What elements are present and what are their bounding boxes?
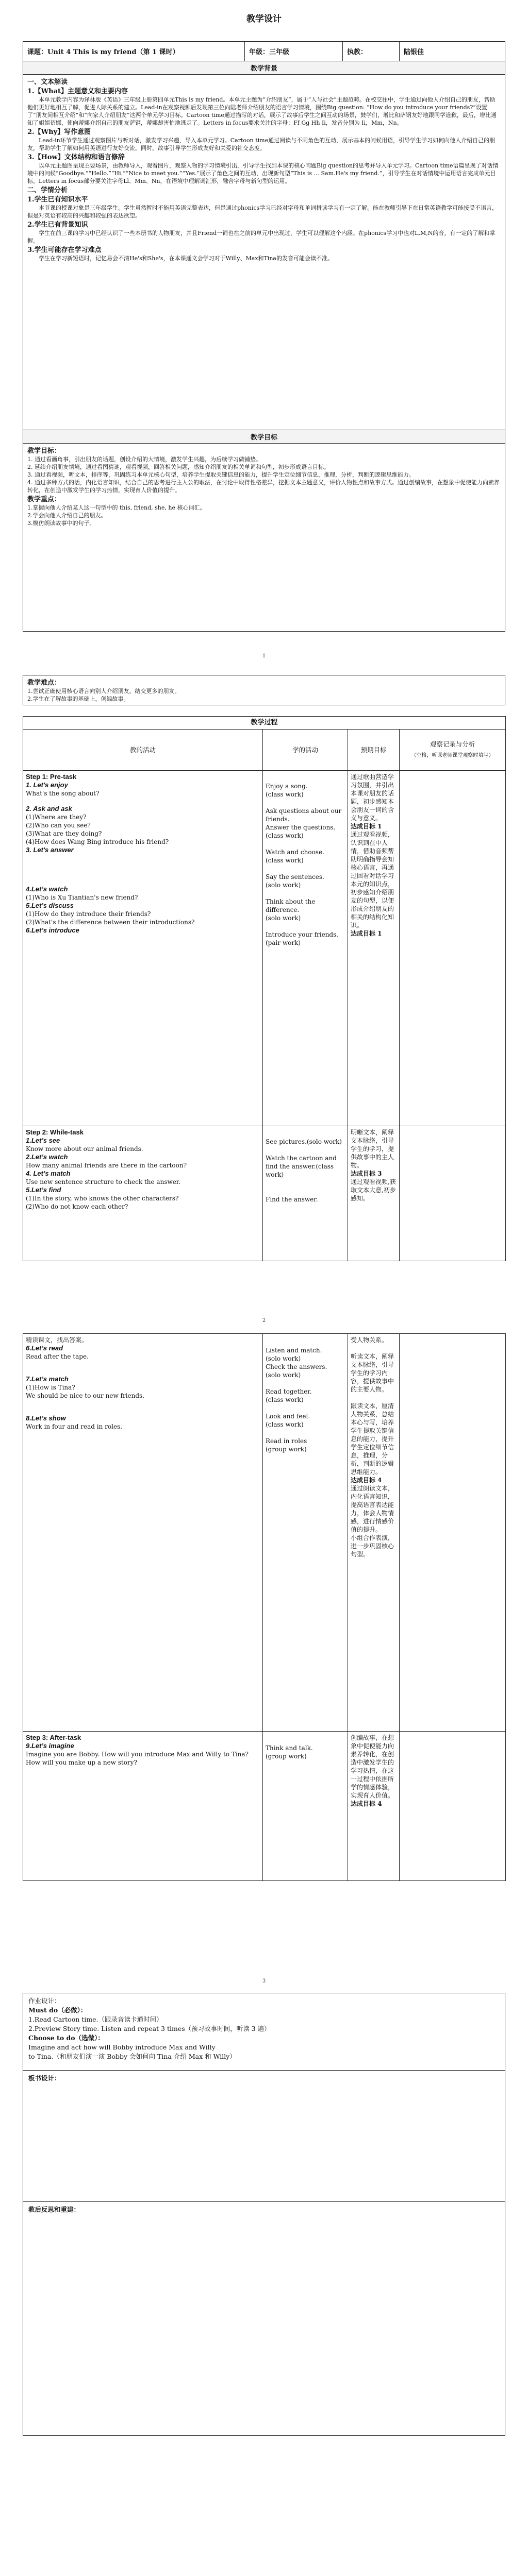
step2-observation: [400, 1126, 506, 1261]
s1-ask-q3: (3)What are they doing?: [26, 830, 102, 837]
step2-teacher: [23, 1126, 263, 1261]
s1-introduce-title: 6.Let’s introduce: [26, 926, 79, 934]
what-heading: 1.【What】主题意义和主要内容: [27, 88, 128, 95]
page1-table: [23, 41, 505, 632]
focus-3: 3.模仿朗读故事中的句子。: [27, 520, 95, 527]
band-process: 教学过程: [23, 717, 506, 730]
process-table: [23, 716, 506, 1261]
s2-effect-text-2: 通过观看视频,获取文本大意,初步感知。: [351, 1178, 396, 1202]
s2-find-q1: (1)In the story, who knows the other characters?: [26, 1195, 179, 1202]
step2-title: Step 2: While-task: [26, 1128, 84, 1136]
difficulty-2: 2.学生在了解故事的基础上，创编故事。: [27, 696, 129, 702]
page4-table: [23, 1993, 505, 2436]
process-table-1: [23, 716, 505, 1261]
s1-discuss-title: 5.Let’s discuss: [26, 902, 74, 909]
step1-observation: [400, 771, 506, 1126]
s2-find-title: 5.Let’s find: [26, 1186, 61, 1194]
focus-title: 教学重点：: [27, 496, 61, 503]
step2-student: See pictures.(solo work) Watch the cartoon and find the answer.(class work) Find the answer.: [263, 1126, 348, 1261]
s2-find-q2: (2)Who do not know each other?: [26, 1203, 128, 1210]
reflection-title: 教后反思和重建：: [28, 2206, 80, 2213]
what-text: 本单元教学内容为译林版《英语》三年级上册第四单元This is my friend。本单元主题为“介绍朋友”，属于“人与社会”主题范畴。在校交往中，学生通过向他人介绍自己的朋友，帮助他们更好地相互了解，促进人际关系的建立。Lead-in在观察视频后发现第三位向陆老师介绍朋友的语言学习情境，围绕Big question: “How do you introduce your friends?”设置了“朋友间相互介绍”和“向家人介绍朋友”这两个单元学习目标。Cartoon time通过描写的对话，展示了故事后学生之间互动的场景，鼓学们，增比和萨钢友好地跟同学道歉，最后，增比通知了姐姐蓓娜，使向蒂娜介绍自己的朋友萨钢，蒂娜却害怕地逃走了。Letters in focus要求关注的字母：Ff Gg Hh Ii，发音分别为 Ii，Mm，Nn。: [27, 96, 497, 126]
s3-match-q2: We should be nice to our new friends.: [26, 1392, 145, 1399]
s2-match-text: Use new sentence structure to check the answer.: [26, 1178, 181, 1185]
goal-4: 4. 通过多种方式的活，内化语言知识，结合自己的思考进行主人公的取法，在讨论中取得性格差异，挖掘文本主题意义，评价人物性点和故事方式。通过创编故事，在想象中促使能力向素养转化，在创造中激发学生的学习热情，实现育人价值的提升。: [27, 479, 500, 494]
document-title: 教学设计: [246, 14, 282, 24]
s3-effect-text-3: 创编故事，在想象中促使能力向素养转化，在创造中激发学生的学习热情，在这一过程中依据所学的情感体验，实现育人价值。: [351, 1734, 394, 1799]
s1-answer-title: 3. Let's answer: [26, 846, 74, 854]
text-analysis-title: 一、文本解读: [27, 78, 68, 86]
s1-discuss-q2: (2)What's the difference between their introductions?: [26, 919, 195, 926]
topic-label: 课题：: [27, 48, 48, 56]
s1-effect-text: 通过歌曲营造学习氛围，并引出本课对朋友的话题，初步感知本会朋友一词的含义与意义。: [351, 773, 394, 822]
why-heading: 2.【Why】写作意图: [27, 128, 91, 136]
teacher-name: 陆银佳: [404, 48, 424, 56]
difficulty-1: 1.尝试正确使用核心语言向别人介绍朋友，结交更多的朋友。: [27, 688, 180, 694]
s2-see-text: Know more about our animal friends.: [26, 1145, 143, 1153]
header-row: [23, 42, 505, 61]
step1-teacher: [23, 771, 263, 1126]
step1-title: Step 1: Pre-task: [26, 773, 77, 781]
step3-observation: [400, 1732, 506, 1881]
student-t2: 学生在前三课的学习中已经认识了一些本册书的人物朋友，并且Friend一词也在之前的单元中出现过，学生可以理解这个内涵。在phonics学习中也对L,M,N的音，有一定的了解和掌握。: [27, 230, 496, 244]
s1-discuss-q1: (1)How do they introduce their friends?: [26, 910, 151, 918]
s3-imagine-title: 9.Let’s imagine: [26, 1742, 74, 1750]
page-number-1: 1: [262, 653, 266, 659]
s2-effect-text: 明晰文本，阐释文本脉络，引导学生的学习，提供故事中的主人物。: [351, 1129, 394, 1169]
s1-watch-text: (1)Who is Xu Tiantian's new friend?: [26, 894, 138, 901]
s3-read-text: Read after the tape.: [26, 1353, 89, 1360]
s2-target: 达成目标 3: [351, 1170, 382, 1177]
step2b-teacher: [23, 1334, 263, 1732]
s2-watch-text: How many animal friends are there in the cartoon?: [26, 1162, 187, 1169]
hw-choose-1: Imagine and act how will Bobby introduce Max and Willy: [28, 2043, 216, 2051]
col-observation: [400, 730, 506, 771]
s3-imagine-text-2: How will you make up a new story?: [26, 1759, 137, 1766]
s3-effect-text: 受人物关系。 听读文本，阐释文本脉络，引导学生的学习内容，提供故事中的主要人物。 跟读文本，厘清人物关系，总结本心与写，培养学生提取关键信息的能力，提升学生定位细节信息，推理，分析，判断的逻辑思维能力。: [351, 1336, 394, 1476]
hw-must-1: 1.Read Cartoon time.（跟录音读卡通时间）: [28, 2015, 163, 2023]
step1-effect: [348, 771, 400, 1126]
step2b-observation: [400, 1334, 506, 1732]
student-t3: 学生在学习新短语时，记忆易会不清He's和She's，在本课通文会学习对于Willy、Max和Tina的发音可能会读不准。: [39, 255, 333, 262]
reflection-section: [23, 2202, 505, 2435]
focus-1: 1.掌握向他人介绍某人这一句型中的 this, friend, she, he 核心词汇。: [27, 504, 206, 511]
difficulty-section: [23, 675, 505, 705]
step1-student: Enjoy a song. (class work) Ask questions about our friends. Answer the questions. (class work) Watch and choose. (class work) Say the sentences. (solo work) Think about the difference. (solo work) Introduce your friends. (pair work): [263, 771, 348, 1126]
step3-title: Step 3: After-task: [26, 1734, 81, 1741]
process-table-2: [23, 1333, 505, 1881]
s3-read-title: 6.Let’s read: [26, 1344, 63, 1352]
student-h1: 1.学生已有知识水平: [27, 196, 88, 204]
step2-effect: [348, 1126, 400, 1261]
s1-enjoy-text: What's the song about?: [26, 790, 100, 797]
s3-show-text: Work in four and read in roles.: [26, 1423, 123, 1430]
homework-section: [23, 1993, 505, 2071]
how-text: 以单元主题图呈现主要场景，由教师导入，观看图片，观察人物的学习情境引出，引导学生找到本课的核心问题Big question的思考并导入单元学习。Cartoon time语篇呈现了对话情境中的问候“Goodbye.”“Hello.”“Hi.”“Nice to meet you.”“Yes.”展示了角色之间的互动，出现新句型“This is ... Sam.He's my friend.”，引导学生在对话情境中运用语言完成单元目标。Letters in focus部分要关注字母Ll、Mm、Nn，在语境中理解词汇形，融合字母与新句型的运用。: [27, 162, 499, 184]
difficulty-box: [23, 675, 505, 705]
teacher-label: 执教：: [343, 42, 400, 61]
hw-title: 作业设计：: [28, 1997, 61, 2005]
s1-enjoy-title: 1. Let's enjoy: [26, 781, 68, 789]
grade-cell: 年级：三年级: [245, 42, 343, 61]
hw-choose: Choose to do（选做）：: [28, 2034, 104, 2042]
student-h2: 2.学生已有背景知识: [27, 221, 88, 229]
goals-title: 教学目标：: [27, 447, 61, 455]
s3-match-title: 7.Let’s match: [26, 1375, 69, 1383]
s1-ask-q2: (2)Who can you see?: [26, 822, 91, 829]
band-goals: 教学目标: [23, 430, 505, 444]
goal-1: 1. 通过看画角事，引出朋友的话题，创设介绍的大情境，激发学生兴趣，为后续学习做铺垫。: [27, 456, 261, 463]
s2-see-title: 1.Let’s see: [26, 1137, 60, 1144]
col-teacher: 教的活动: [23, 730, 263, 771]
s3-target-2: 达成目标 4: [351, 1800, 382, 1807]
goal-2: 2. 延续介绍朋友情境，通过看图猜谜，观看视频，回答相关问题，感知介绍朋友的相关单词和句型，初步形成语言目标。: [27, 464, 329, 470]
difficulty-title: 教学难点：: [27, 679, 61, 687]
col-student: 学的活动: [263, 730, 348, 771]
how-heading: 3.【How】文体结构和语言修辞: [27, 154, 125, 161]
s3-imagine-text-1: Imagine you are Bobby. How will you introduce Max and Willy to Tina?: [26, 1751, 249, 1758]
focus-2: 2.学会向他人介绍自己的朋友。: [27, 512, 107, 519]
col-effect: 预期目标: [348, 730, 400, 771]
why-text: Lead-in环节学生通过观察图片与听对话，激发学习兴趣，导入本单元学习。Cartoon time通过阅读与不同角色的互动，展示基本的问候用语，引导学生学习如何向他人介绍自己的朋友，帮助学生了解如何用英语进行友好交流。同时，故事引导学生形成友好和关爱的社交态度。: [27, 137, 496, 151]
s2-watch-title: 2.Let’s watch: [26, 1153, 68, 1161]
s3-effect-text-2: 通过朗读文本，内化语言知识，提高语言表达能力，体会人物情感，进行情感价值的提升。 小组合作表演，进一步巩固核心句型。: [351, 1485, 394, 1558]
col-obs-note: （空格，听课老师课堂观察时填写）: [411, 752, 494, 758]
s2-match-title: 4. Let’s match: [26, 1170, 71, 1177]
topic-value: Unit 4 This is my friend（第 1 课时）: [47, 48, 179, 56]
s1-watch-title: 4.Let’s watch: [26, 885, 68, 893]
hw-choose-2: to Tina.（和朋友们演一演 Bobby 会如何向 Tina 介绍 Max 和 Willy）: [28, 2053, 236, 2060]
page-number-3: 3: [262, 1978, 266, 1984]
s1-ask-q1: (1)Where are they?: [26, 814, 87, 821]
hw-must: Must do（必做）：: [28, 2006, 87, 2014]
page-number-2: 2: [262, 1318, 266, 1324]
s3-show-title: 8.Let’s show: [26, 1414, 66, 1422]
background-section: [23, 75, 505, 430]
student-t1: 本节课的授课对象是三年级学生。学生虽然暂时不能用英语完整表达，但是通过phonics学习已经对字母和单词拼读学习有一定了解。能在教师引导下在日常英语教学可能接受不语言，但是对英语有较高的兴趣和较强的表达欲望。: [27, 205, 498, 219]
s1-ask-title: 2. Ask and ask: [26, 805, 72, 812]
s3-intro: 精读课文，找出答案。: [26, 1336, 88, 1344]
student-title: 二、学情分析: [27, 187, 68, 194]
hw-must-2: 2.Preview Story time. Listen and repeat 3 times（预习故事时间，听读 3 遍）: [28, 2025, 271, 2032]
goal-3: 3. 通过看视频，听文本，排序等，巩固练习本单元核心句型，培养学生提取关键信息的能力，提升学生定位细节信息，推理，分析，判断的逻辑思维能力。: [27, 471, 415, 478]
board-design-section: [23, 2071, 505, 2202]
s1-target-1: 达成目标 1: [351, 823, 382, 830]
step2b-effect: [348, 1334, 400, 1732]
process-table-continued: [23, 1333, 506, 1881]
s1-target-2: 达成目标 1: [351, 930, 382, 937]
col-obs-title: 观察记录与分析: [430, 740, 475, 748]
s1-effect-text-2: 通过观看视频，认识到在中人情，借助音频帮助明确指导会知核心语言，再通过回看对话学习本元的知识点，初步感知介绍朋友的句型，以便形成介绍朋友的相关的结构化知识。: [351, 831, 394, 929]
student-h3: 3.学生可能存在学习难点: [27, 246, 102, 254]
step3-student: Think and talk. (group work): [263, 1732, 348, 1881]
s3-target: 达成目标 4: [351, 1477, 382, 1484]
s3-match-q1: (1)How is Tina?: [26, 1384, 75, 1391]
s1-ask-q4: (4)How does Wang Bing introduce his friend?: [26, 838, 169, 845]
goals-section: [23, 444, 505, 529]
topic-cell: [23, 42, 245, 61]
step2b-student: Listen and match. (solo work) Check the answers. (solo work) Read together. (class work) Look and feel. (class work) Read in roles (group work): [263, 1334, 348, 1732]
step3-effect: [348, 1732, 400, 1881]
board-title: 板书设计：: [28, 2074, 61, 2082]
step3-teacher: [23, 1732, 263, 1881]
band-background: 教学背景: [23, 61, 505, 75]
